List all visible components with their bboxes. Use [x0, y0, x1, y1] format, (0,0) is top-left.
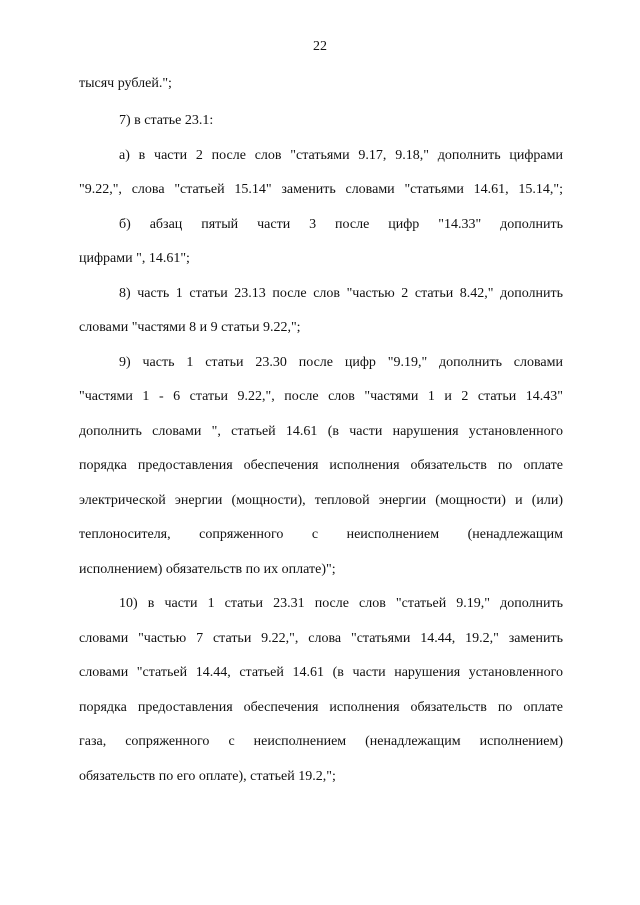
text-line: порядка предоставления обеспечения исполнения обязательств по оплате: [79, 458, 563, 473]
text-line: словами "частью 7 статьи 9.22,", слова "статьями 14.44, 19.2," заменить: [79, 631, 563, 646]
text-line: газа, сопряженного с неисполнением (ненадлежащим исполнением): [79, 734, 563, 749]
text-line: исполнением) обязательств по их оплате)";: [79, 562, 336, 577]
text-line: тысяч рублей.";: [79, 76, 172, 91]
text-line: словами "частями 8 и 9 статьи 9.22,";: [79, 320, 301, 335]
text-line: цифрами ", 14.61";: [79, 251, 190, 266]
text-line: "9.22,", слова "статьей 15.14" заменить словами "статьями 14.61, 15.14,";: [79, 182, 563, 197]
text-line: дополнить словами ", статьей 14.61 (в части нарушения установленного: [79, 424, 563, 439]
text-line: словами "статьей 14.44, статьей 14.61 (в части нарушения установленного: [79, 665, 563, 680]
text-line: "частями 1 - 6 статьи 9.22,", после слов "частями 1 и 2 статьи 14.43": [79, 389, 563, 404]
text-line: 9) часть 1 статьи 23.30 после цифр "9.19," дополнить словами: [119, 355, 563, 370]
text-line: 8) часть 1 статьи 23.13 после слов "частью 2 статьи 8.42," дополнить: [119, 286, 563, 301]
text-line: 7) в статье 23.1:: [119, 113, 214, 128]
text-line: обязательств по его оплате), статьей 19.2,";: [79, 769, 336, 784]
text-line: б) абзац пятый части 3 после цифр "14.33" дополнить: [119, 217, 563, 232]
text-line: порядка предоставления обеспечения исполнения обязательств по оплате: [79, 700, 563, 715]
text-line: теплоносителя, сопряженного с неисполнением (ненадлежащим: [79, 527, 563, 542]
text-line: а) в части 2 после слов "статьями 9.17, 9.18," дополнить цифрами: [119, 148, 563, 163]
text-line: электрической энергии (мощности), тепловой энергии (мощности) и (или): [79, 493, 563, 508]
page-number: 22: [313, 39, 327, 54]
text-line: 10) в части 1 статьи 23.31 после слов "статьей 9.19," дополнить: [119, 596, 563, 611]
